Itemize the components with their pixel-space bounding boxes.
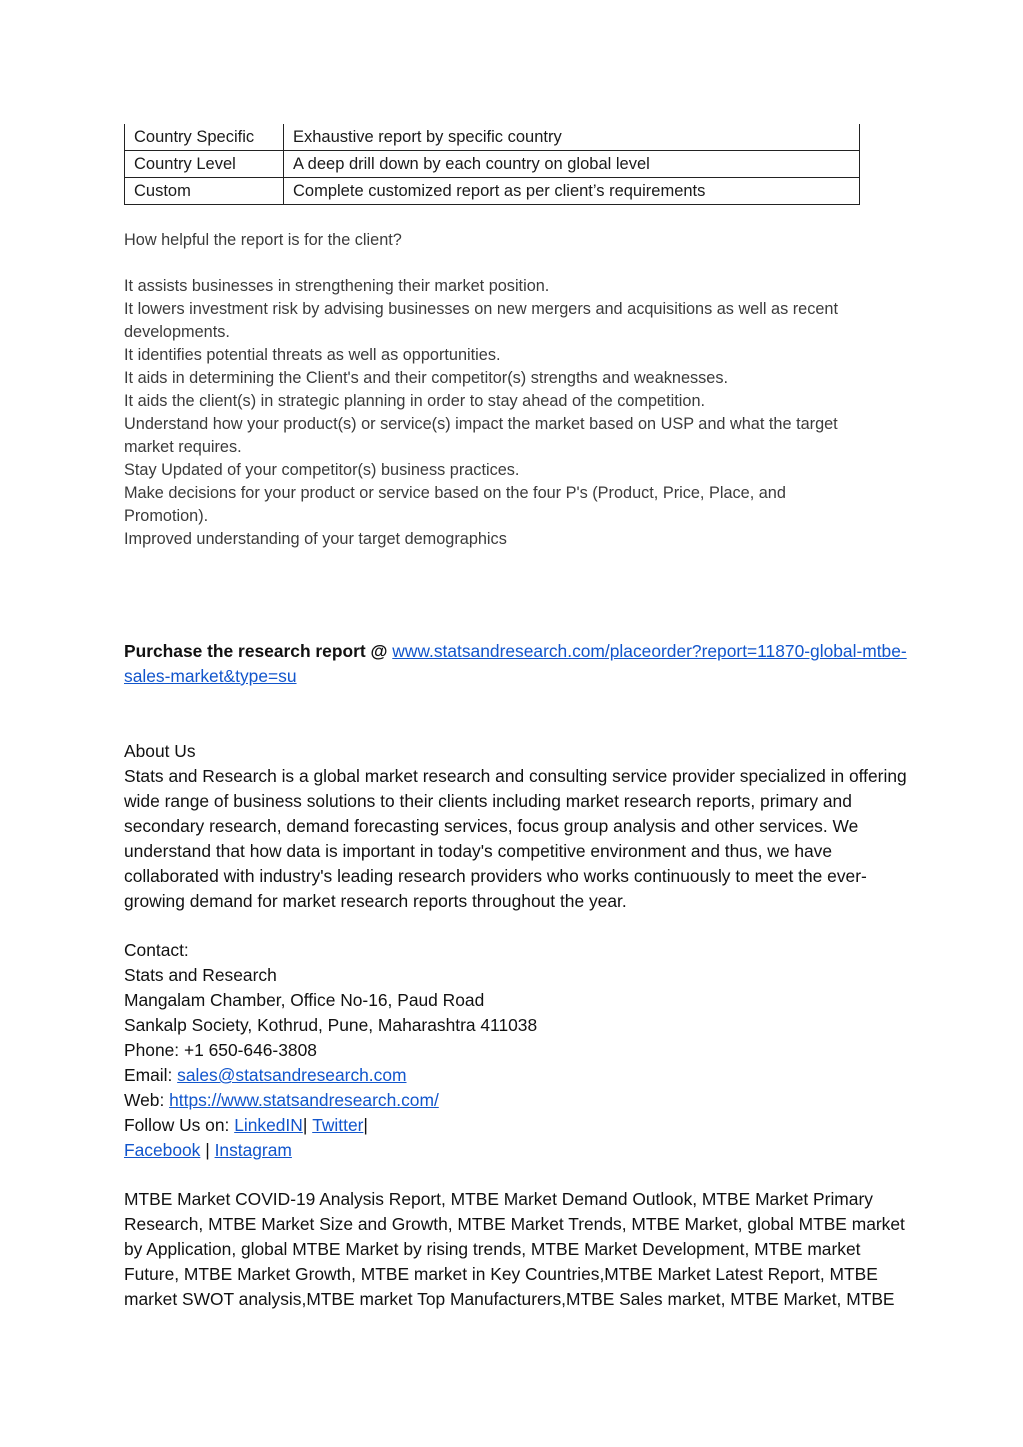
report-types-table bbox=[124, 124, 860, 205]
helpful-line: Promotion). bbox=[124, 507, 209, 525]
table-row bbox=[125, 124, 860, 151]
helpful-line: It aids in determining the Client's and their competitor(s) strengths and weaknesses. bbox=[124, 369, 729, 387]
about-line: secondary research, demand forecasting services, focus group analysis and other services. We bbox=[124, 816, 859, 836]
social-links-line bbox=[124, 1140, 292, 1161]
twitter-link[interactable]: Twitter bbox=[312, 1115, 364, 1135]
helpful-line: It identifies potential threats as well as opportunities. bbox=[124, 346, 501, 364]
purchase-link-line2[interactable]: sales-market&type=su bbox=[124, 666, 297, 686]
about-line: Stats and Research is a global market research and consulting service provider specialized in offering bbox=[124, 766, 907, 786]
helpful-line: Make decisions for your product or service based on the four P's (Product, Price, Place, and bbox=[124, 484, 786, 502]
helpful-heading: How helpful the report is for the client? bbox=[124, 231, 402, 249]
contact-web-line bbox=[124, 1090, 439, 1111]
follow-us-line bbox=[124, 1115, 368, 1136]
helpful-line: market requires. bbox=[124, 438, 242, 456]
table-cell: Complete customized report as per client’s requirements bbox=[284, 178, 860, 205]
table-cell: Country Specific bbox=[125, 124, 284, 151]
separator: | bbox=[363, 1115, 368, 1135]
purchase-label: Purchase the research report @ bbox=[124, 641, 388, 661]
contact-phone: Phone: +1 650-646-3808 bbox=[124, 1040, 317, 1060]
table-cell: Custom bbox=[125, 178, 284, 205]
instagram-link[interactable]: Instagram bbox=[214, 1140, 292, 1160]
keywords-line: Future, MTBE Market Growth, MTBE market in Key Countries,MTBE Market Latest Report, MTBE bbox=[124, 1264, 878, 1284]
keywords-line: market SWOT analysis,MTBE market Top Manufacturers,MTBE Sales market, MTBE Market, MTBE bbox=[124, 1289, 895, 1309]
purchase-line bbox=[124, 641, 907, 662]
contact-address-line2: Sankalp Society, Kothrud, Pune, Maharashtra 411038 bbox=[124, 1015, 538, 1035]
separator: | bbox=[200, 1140, 215, 1160]
keywords-line: by Application, global MTBE Market by rising trends, MTBE Market Development, MTBE market bbox=[124, 1239, 861, 1259]
contact-heading: Contact: bbox=[124, 940, 189, 960]
helpful-line: It aids the client(s) in strategic planning in order to stay ahead of the competition. bbox=[124, 392, 706, 410]
about-line: understand that how data is important in today's competitive environment and thus, we have bbox=[124, 841, 833, 861]
helpful-line: It lowers investment risk by advising businesses on new mergers and acquisitions as well as recent bbox=[124, 300, 838, 318]
helpful-line: Stay Updated of your competitor(s) business practices. bbox=[124, 461, 520, 479]
facebook-link[interactable]: Facebook bbox=[124, 1140, 201, 1160]
about-line: growing demand for market research reports throughout the year. bbox=[124, 891, 627, 911]
contact-company: Stats and Research bbox=[124, 965, 277, 985]
web-label: Web: bbox=[124, 1090, 170, 1110]
email-link[interactable]: sales@statsandresearch.com bbox=[177, 1065, 407, 1085]
email-label: Email: bbox=[124, 1065, 178, 1085]
contact-email-line bbox=[124, 1065, 407, 1086]
contact-address-line1: Mangalam Chamber, Office No-16, Paud Road bbox=[124, 990, 485, 1010]
helpful-line: Understand how your product(s) or service(s) impact the market based on USP and what the target bbox=[124, 415, 838, 433]
about-line: wide range of business solutions to their clients including market research reports, primary and bbox=[124, 791, 852, 811]
website-link[interactable]: https://www.statsandresearch.com/ bbox=[169, 1090, 439, 1110]
table-row bbox=[125, 178, 860, 205]
keywords-line: MTBE Market COVID-19 Analysis Report, MTBE Market Demand Outlook, MTBE Market Primary bbox=[124, 1189, 873, 1209]
about-line: collaborated with industry's leading research providers who works continuously to meet the ever- bbox=[124, 866, 867, 886]
helpful-line: It assists businesses in strengthening their market position. bbox=[124, 277, 550, 295]
table-row bbox=[125, 151, 860, 178]
table-cell: Country Level bbox=[125, 151, 284, 178]
follow-label: Follow Us on: bbox=[124, 1115, 235, 1135]
table-cell: Exhaustive report by specific country bbox=[284, 124, 860, 151]
helpful-line: Improved understanding of your target demographics bbox=[124, 530, 507, 548]
keywords-line: Research, MTBE Market Size and Growth, MTBE Market Trends, MTBE Market, global MTBE market bbox=[124, 1214, 905, 1234]
about-heading: About Us bbox=[124, 741, 196, 761]
helpful-line: developments. bbox=[124, 323, 230, 341]
table-cell: A deep drill down by each country on global level bbox=[284, 151, 860, 178]
separator: | bbox=[302, 1115, 308, 1135]
purchase-link[interactable]: www.statsandresearch.com/placeorder?report=11870-global-mtbe- bbox=[392, 641, 907, 661]
linkedin-link[interactable]: LinkedIN bbox=[234, 1115, 303, 1135]
purchase-link-continued bbox=[124, 666, 297, 687]
